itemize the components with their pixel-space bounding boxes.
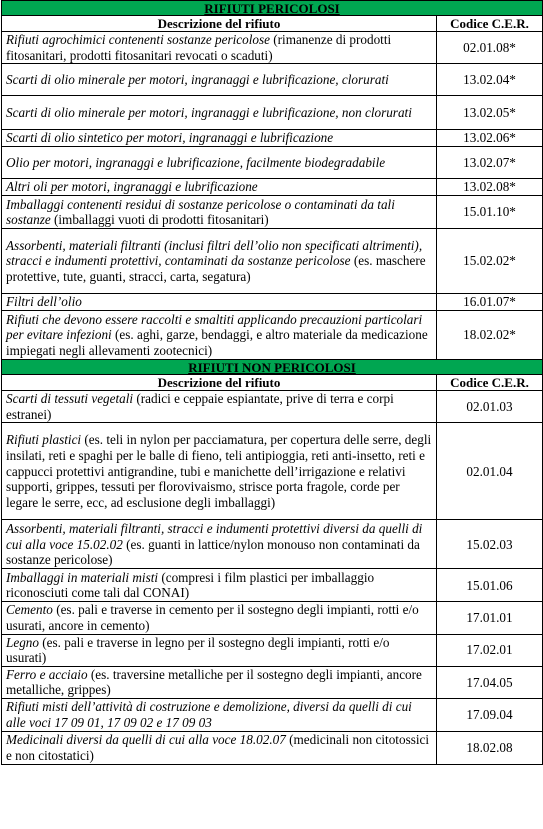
section-title-non-hazardous [2,360,543,375]
waste-description [2,147,437,179]
waste-description [2,423,437,520]
table-row [2,179,543,196]
cer-code: 17.09.04 [437,698,543,731]
description-italic: Scarti di olio sintetico per motori, ingranaggi e lubrificazione [6,130,334,146]
section-title-text: RIFIUTI NON PERICOLOSI [188,359,356,375]
description-detail: (es. pali e traverse in cemento per il sostegno degli impianti, rotti e/o usurati, ancore in cemento) [6,602,419,633]
description-detail: (compresi i film plastici per imballaggio riconosciuti come tali dal CONAI) [6,569,375,601]
cer-code: 13.02.06* [437,130,543,147]
table-row [2,634,543,666]
cer-code: 02.01.03 [437,391,543,423]
description-detail: (es. aghi, garze, bendaggi, e altro materiale da medicazione impiegati negli allevamenti zootecnici) [6,327,428,358]
description-italic: Scarti di olio minerale per motori, ingranaggi e lubrificazione, clorurati [6,71,389,87]
description-italic: Imballaggi contenenti residui di sostanze pericolose o contaminati da tali sostanze [6,196,395,228]
cer-code: 15.02.02* [437,229,543,294]
waste-description [2,602,437,634]
cer-code: 02.01.04 [437,423,543,520]
description-detail: (medicinali non citotossici e non citostatici) [6,732,430,763]
waste-description [2,698,437,731]
waste-description [2,32,437,64]
waste-description [2,391,437,423]
table-row [2,32,543,64]
table-row [2,147,543,179]
description-italic: Cemento [6,602,53,618]
table-row [2,294,543,311]
description-detail: (imballaggi vuoti di prodotti fitosanitari) [50,212,269,228]
description-italic: Olio per motori, ingranaggi e lubrificazione, facilmente biodegradabile [6,154,386,170]
waste-description [2,196,437,229]
waste-description [2,520,437,569]
description-detail: (es. traversine metalliche per il sostegno degli impianti, ancore metalliche, grippes) [6,666,422,698]
description-detail: (rimanenze di prodotti fitosanitari, prodotti fitosanitari revocati o scaduti) [6,32,392,63]
description-detail: (es. teli in nylon per pacciamatura, per copertura delle serre, degli insilati, reti e spaghi per le balle di fieno, teli antipioggia, reti anti-insetto, reti e cappucci protettivi antigrandine, tubi e manichette dell’irrigazione e relativi supporti, grippes, tessuti per florovivaismo, strisce porta fragole, corde per legare le serre, ecc, ad esclusione degli imballaggi) [6,432,432,510]
description-italic: Rifiuti misti dell’attività di costruzione e demolizione, diversi da quelli di cui alle voci 17 09 01, 17 09 02 e 17 09 03 [6,699,412,730]
description-detail: (es. guanti in lattice/nylon monouso non contaminati da sostanze pericolose) [6,536,420,568]
cer-code: 17.01.01 [437,602,543,634]
description-italic: Scarti di olio minerale per motori, ingranaggi e lubrificazione, non clorurati [6,104,412,120]
waste-description [2,64,437,96]
cer-code: 13.02.05* [437,96,543,130]
description-detail: (radici e ceppaie espiantate, prive di terra e corpi estranei) [6,391,394,422]
cer-code: 18.02.08 [437,731,543,764]
waste-description [2,731,437,764]
table-row [2,569,543,602]
waste-description [2,634,437,666]
description-italic: Imballaggi in materiali misti [6,569,159,585]
table-row [2,196,543,229]
waste-description [2,179,437,196]
table-row [2,64,543,96]
table-row [2,666,543,698]
column-header-row-hazardous [2,16,543,32]
description-italic: Filtri dell’olio [6,294,82,310]
cer-code: 17.02.01 [437,634,543,666]
table-row [2,96,543,130]
table-row [2,520,543,569]
column-header-description: Descrizione del rifiuto [2,16,437,32]
description-italic: Altri oli per motori, ingranaggi e lubrificazione [6,179,258,195]
table-row [2,391,543,423]
cer-code: 13.02.08* [437,179,543,196]
description-italic: Assorbenti, materiali filtranti, stracci e indumenti protettivi diversi da quelli di cui alla voce 15.02.02 [6,520,423,552]
waste-description [2,666,437,698]
description-italic: Legno [6,634,39,650]
description-italic: Rifiuti plastici [6,432,82,448]
section-title-hazardous [2,1,543,16]
waste-description [2,569,437,602]
waste-description [2,130,437,147]
description-italic: Scarti di tessuti vegetali [6,391,134,407]
description-italic: Medicinali diversi da quelli di cui alla voce 18.02.07 [6,732,286,748]
table-row [2,423,543,520]
description-italic: Rifiuti che devono essere raccolti e smaltiti applicando precauzioni particolari per evitare infezioni [6,311,423,343]
cer-code: 15.01.06 [437,569,543,602]
waste-table-body [2,1,543,765]
cer-code: 13.02.07* [437,147,543,179]
description-detail: (es. maschere protettive, tute, guanti, stracci, carta, segatura) [6,253,426,284]
section-title-row-hazardous [2,1,543,16]
description-italic: Ferro e acciaio [6,666,88,682]
cer-code: 17.04.05 [437,666,543,698]
column-header-code: Codice C.E.R. [437,375,543,391]
cer-code: 15.01.10* [437,196,543,229]
table-row [2,130,543,147]
waste-description [2,294,437,311]
column-header-row-non-hazardous [2,375,543,391]
table-row [2,731,543,764]
cer-code: 16.01.07* [437,294,543,311]
section-title-text: RIFIUTI PERICOLOSI [204,0,340,16]
cer-code: 18.02.02* [437,311,543,360]
table-row [2,602,543,634]
cer-code: 02.01.08* [437,32,543,64]
table-row [2,311,543,360]
description-detail: (es. pali e traverse in legno per il sostegno degli impianti, rotti e/o usurati) [6,634,390,666]
waste-table [1,0,543,765]
column-header-code: Codice C.E.R. [437,16,543,32]
waste-description [2,229,437,294]
description-italic: Rifiuti agrochimici contenenti sostanze pericolose [6,32,270,47]
cer-code: 13.02.04* [437,64,543,96]
description-italic: Assorbenti, materiali filtranti (inclusi filtri dell’olio non specificati altrimenti), stracci e indumenti protettivi, contaminati da sostanze pericolose [6,237,423,269]
table-row [2,229,543,294]
cer-code: 15.02.03 [437,520,543,569]
waste-description [2,96,437,130]
column-header-description: Descrizione del rifiuto [2,375,437,391]
waste-description [2,311,437,360]
section-title-row-non-hazardous [2,360,543,375]
table-row [2,698,543,731]
